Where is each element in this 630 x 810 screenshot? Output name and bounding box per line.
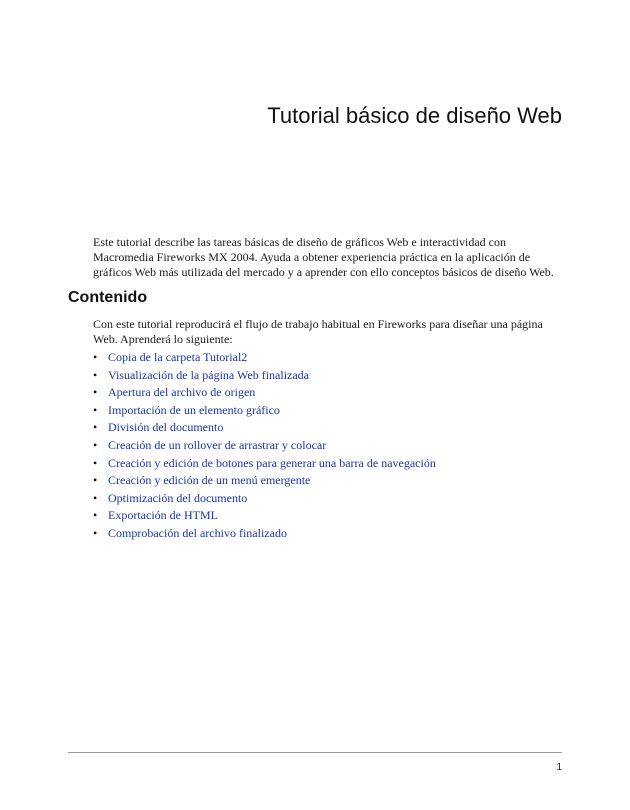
toc-link[interactable]: Creación y edición de botones para generar una barra de navegación xyxy=(108,455,436,470)
toc-link[interactable]: División del documento xyxy=(108,420,224,435)
bullet-icon: • xyxy=(93,473,98,488)
list-item xyxy=(93,384,436,402)
bullet-icon: • xyxy=(93,367,98,382)
toc-link[interactable]: Comprobación del archivo finalizado xyxy=(108,525,287,540)
bullet-icon: • xyxy=(93,455,98,470)
bullet-icon: • xyxy=(93,402,98,417)
bullet-icon: • xyxy=(93,525,98,540)
list-item xyxy=(93,437,436,455)
contents-heading: Contenido xyxy=(68,289,148,306)
toc-link[interactable]: Creación y edición de un menú emergente xyxy=(108,473,311,488)
bullet-icon: • xyxy=(93,350,98,364)
page-number: 1 xyxy=(556,762,562,773)
list-item xyxy=(93,490,436,508)
list-item xyxy=(93,349,436,367)
list-item xyxy=(93,525,436,543)
bullet-icon: • xyxy=(93,385,98,400)
footer-divider xyxy=(68,752,562,753)
bullet-icon: • xyxy=(93,508,98,523)
toc-link[interactable]: Importación de un elemento gráfico xyxy=(108,402,280,417)
toc-link[interactable]: Creación de un rollover de arrastrar y colocar xyxy=(108,437,327,452)
list-item xyxy=(93,507,436,525)
list-item xyxy=(93,402,436,420)
bullet-icon: • xyxy=(93,420,98,435)
bullet-icon: • xyxy=(93,490,98,505)
toc-link[interactable]: Optimización del documento xyxy=(108,490,248,505)
page-title: Tutorial básico de diseño Web xyxy=(267,103,562,128)
list-item xyxy=(93,419,436,437)
list-item xyxy=(93,455,436,473)
toc-link[interactable]: Visualización de la página Web finalizada xyxy=(108,367,310,382)
toc-link[interactable]: Copia de la carpeta Tutorial2 xyxy=(108,350,248,364)
list-item xyxy=(93,472,436,490)
toc-link[interactable]: Apertura del archivo de origen xyxy=(108,385,256,400)
list-item xyxy=(93,367,436,385)
bullet-icon: • xyxy=(93,437,98,452)
toc-link[interactable]: Exportación de HTML xyxy=(108,508,218,523)
contents-intro-paragraph: Con este tutorial reproducirá el flujo de trabajo habitual en Fireworks para diseñar una página Web. Aprenderá lo siguiente: xyxy=(93,317,543,346)
contents-list xyxy=(93,349,436,543)
intro-paragraph: Este tutorial describe las tareas básicas de diseño de gráficos Web e interactividad con Macromedia Fireworks MX 2004. Ayuda a obtener experiencia práctica en la aplicación de gráficos Web más utilizada del mercado y a aprender con ello conceptos básicos de diseño Web. xyxy=(93,235,554,279)
